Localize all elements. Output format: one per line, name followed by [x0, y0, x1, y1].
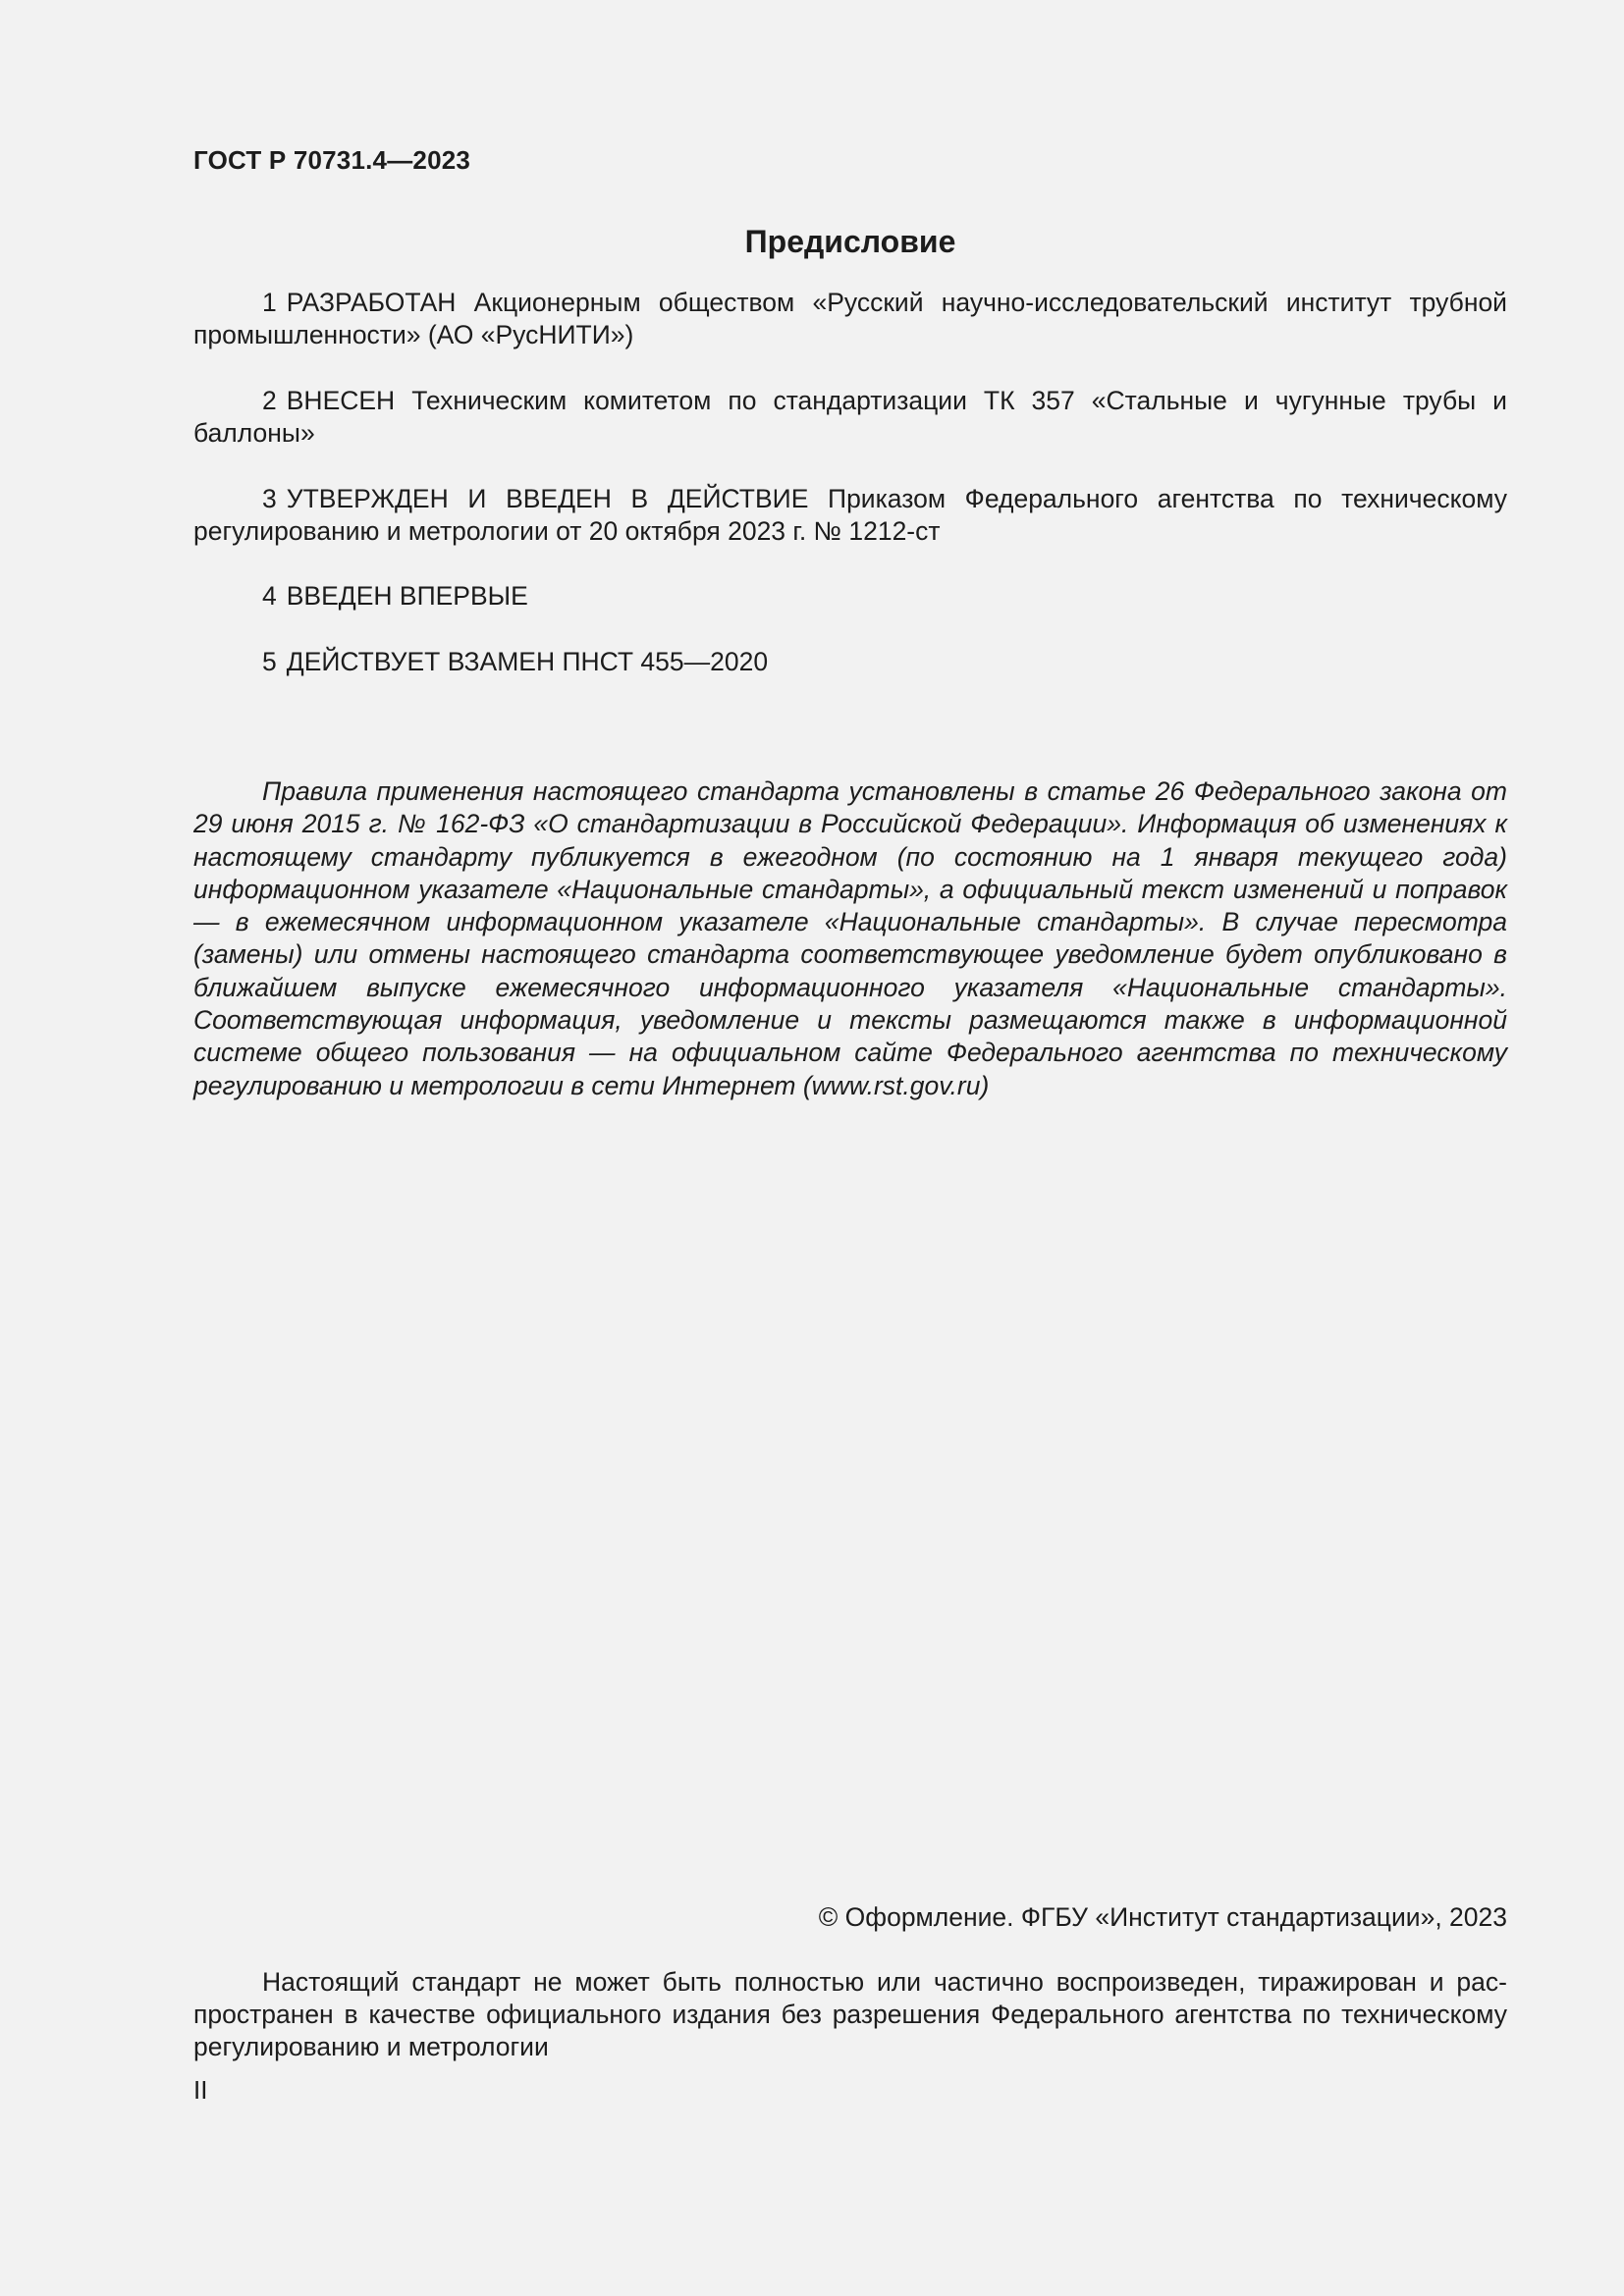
preface-item-first-introduced [193, 580, 1507, 613]
preface-item-number: 5 [262, 647, 277, 676]
preface-item-number: 4 [262, 581, 277, 611]
document-page [193, 0, 1507, 2296]
preface-item-number: 3 [262, 484, 277, 513]
preface-item-text: ДЕЙСТВУЕТ ВЗАМЕН ПНСТ 455—2020 [286, 647, 769, 676]
preface-item-text: ВВЕДЕН ВПЕРВЫЕ [286, 581, 528, 611]
preface-item-replaces [193, 646, 1507, 678]
preface-item-approved [193, 483, 1507, 548]
preface-item-text: УТВЕРЖДЕН И ВВЕДЕН В ДЕЙСТВИЕ Приказом Федерального агентства по техническому регулированию и метрологии от 20 октября 2023 г. № 1212-ст [193, 484, 1507, 546]
preface-item-number: 1 [262, 288, 277, 317]
preface-item-number: 2 [262, 386, 277, 415]
legal-application-note: Правила применения настоящего стандарта установлены в статье 26 Федерального закона от 29 июня 2015 г. № 162-ФЗ «О стандартизации в Российской Федерации». Информация об изменениях к настоящему стандарту публикуется в ежегодном (по состоянию на 1 января текущего года) информационном указателе «Национальные стандарты», а официальный текст изменений и поправок — в ежемесячном информационном указателе «Национальные стандарты». В случае пересмотра (замены) или отмены настоящего стандарта соответствующее уведомление будет опубликовано в ближайшем выпуске ежемесячного информационного указателя «Национальные стандарты». Соответствующая информация, уведомление и тексты размещаются также в информационной системе общего пользования — на официальном сайте Федерального агентства по техническому регулированию и метрологии в сети Интернет (www.rst.gov.ru) [193, 776, 1507, 1100]
reproduction-notice: Настоящий стандарт не может быть полностью или частично воспроизведен, тиражирован и распространен в качестве официального издания без разрешения Федерального агентства по техническому регулированию и метрологии [193, 1967, 1507, 2061]
page-number: II [193, 2075, 208, 2105]
preface-item-text: РАЗРАБОТАН Акционерным обществом «Русский научно-исследовательский институт трубной промышленности» (АО «РусНИТИ») [193, 288, 1507, 349]
preface-item-developer [193, 287, 1507, 351]
preface-item-introduced [193, 385, 1507, 450]
preface-title: Предисловие [744, 224, 956, 259]
copyright-line: © Оформление. ФГБУ «Институт стандартизации», 2023 [818, 1902, 1507, 1932]
document-code: ГОСТ Р 70731.4—2023 [193, 145, 471, 175]
preface-item-text: ВНЕСЕН Техническим комитетом по стандартизации ТК 357 «Стальные и чугунные трубы и баллоны» [193, 386, 1507, 448]
